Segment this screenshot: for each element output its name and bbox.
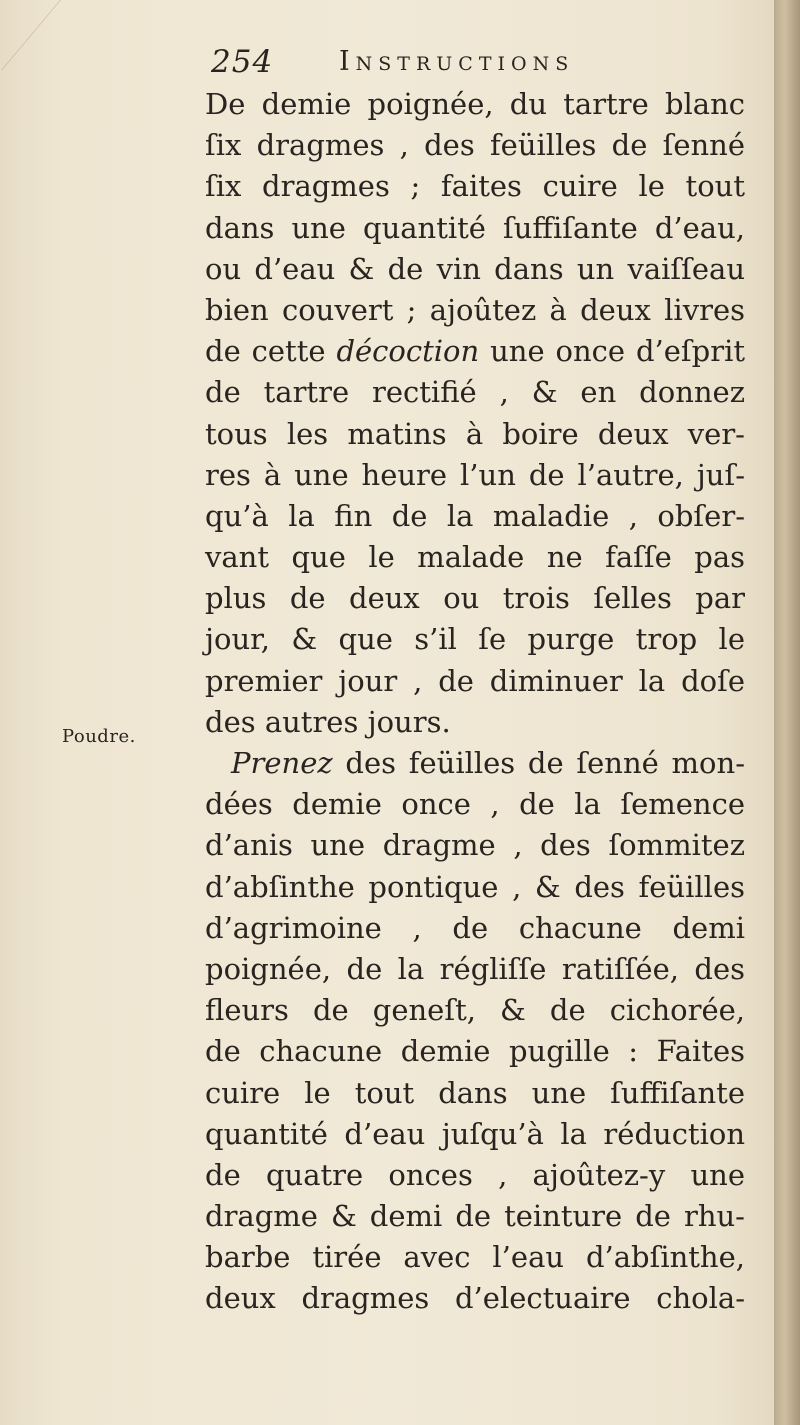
text-line	[205, 743, 745, 784]
body-text	[205, 84, 745, 1320]
text-line: plus de deux ou trois ſelles par	[205, 581, 745, 616]
text-line: de tartre rectifié , & en donnez	[205, 375, 745, 410]
text-segment: de cette	[205, 334, 337, 369]
text-segment: des feüilles de ſenné mon-	[332, 746, 745, 780]
text-line: De demie poignée, du tartre blanc	[205, 87, 745, 121]
text-line: dragme & demi de teinture de rhu-	[205, 1199, 745, 1234]
text-line: tous les matins à boire deux ver-	[205, 416, 745, 451]
text-line: qu’à la fin de la maladie , obſer-	[205, 498, 745, 533]
text-line	[205, 331, 745, 372]
text-line: deux dragmes d’electuaire chola-	[205, 1281, 745, 1316]
text-line: fleurs de geneſt, & de cichorée,	[205, 993, 745, 1028]
text-line: de chacune demie pugille : Faites	[205, 1034, 745, 1069]
text-line: poignée, de la régliſſe ratiſſée, des	[205, 951, 745, 986]
italic-term: décoction	[336, 334, 480, 369]
page-edge	[774, 0, 800, 1425]
text-line: vant que le malade ne faſſe pas	[205, 540, 745, 575]
text-line: ſix dragmes ; faites cuire le tout	[205, 169, 745, 204]
text-line: quantité d’eau juſqu’à la réduction	[205, 1116, 745, 1151]
running-head: Instructions	[339, 46, 575, 77]
text-line: barbe tirée avec l’eau d’abſinthe,	[205, 1240, 745, 1275]
text-line: premier jour , de diminuer la doſe	[205, 663, 745, 698]
text-line: bien couvert ; ajoûtez à deux livres	[205, 292, 745, 327]
text-line: d’abſinthe pontique , & des feüilles	[205, 869, 745, 904]
text-line: dans une quantité ſuffiſante d’eau,	[205, 210, 745, 245]
text-line: cuire le tout dans une ſuffiſante	[205, 1075, 745, 1110]
text-line: d’agrimoine , de chacune demi	[205, 910, 745, 945]
italic-term: Prenez	[231, 746, 333, 780]
text-line: de quatre onces , ajoûtez-y une	[205, 1157, 745, 1192]
page-header	[211, 38, 751, 82]
text-segment: une once d’eſprit	[479, 334, 745, 369]
text-line: res à une heure l’un de l’autre, juſ-	[205, 457, 745, 492]
page-number: 254	[211, 44, 274, 80]
text-line: jour, & que s’il ſe purge trop le	[205, 622, 745, 657]
text-line: d’anis une dragme , des ſommitez	[205, 828, 745, 863]
text-line: ou d’eau & de vin dans un vaiſſeau	[205, 251, 745, 286]
text-line: ſix dragmes , des feüilles de ſenné	[205, 128, 745, 163]
text-line: des autres jours.	[205, 704, 451, 739]
text-line: dées demie once , de la ſemence	[205, 787, 745, 822]
margin-note: Poudre.	[62, 726, 136, 747]
